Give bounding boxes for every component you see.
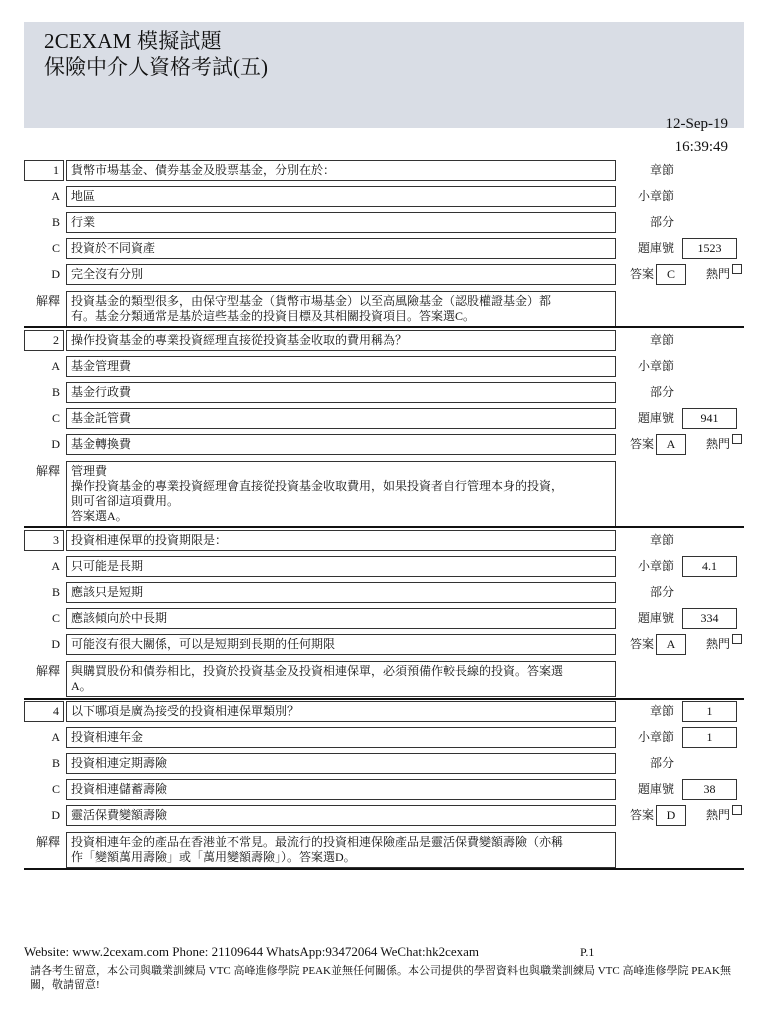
option-letter: B xyxy=(51,585,60,599)
bank-no-value: 1523 xyxy=(682,238,737,259)
bank-no-value: 941 xyxy=(682,408,737,429)
chapter-label: 章節 xyxy=(649,704,674,718)
question-number: 4 xyxy=(24,701,64,722)
hot-checkbox[interactable] xyxy=(732,264,742,274)
option-text: 只可能是長期 xyxy=(66,556,616,577)
hot-label: 熱門 xyxy=(705,267,730,281)
option-text: 投資於不同資產 xyxy=(66,238,616,259)
option-letter: C xyxy=(51,611,60,625)
option-letter: D xyxy=(51,267,60,281)
question-separator xyxy=(24,868,744,870)
option-letter: A xyxy=(51,730,60,744)
option-letter: C xyxy=(51,782,60,796)
hot-checkbox[interactable] xyxy=(732,805,742,815)
explanation-label: 解釋 xyxy=(35,294,60,308)
option-letter: C xyxy=(51,411,60,425)
option-text: 行業 xyxy=(66,212,616,233)
option-text: 基金託管費 xyxy=(66,408,616,429)
bank-no-label: 題庫號 xyxy=(637,411,674,425)
option-letter: D xyxy=(51,437,60,451)
explanation-text: 投資基金的類型很多，由保守型基金（貨幣市場基金）以至高風險基金（認股權證基金）都 有。基金分類通常是基於這些基金的投資目標及其相關投資項目。答案選C。 xyxy=(66,291,616,327)
chapter-label: 章節 xyxy=(649,163,674,177)
part-label: 部分 xyxy=(649,215,674,229)
explanation-text: 管理費 操作投資基金的專業投資經理會直接從投資基金收取費用，如果投資者自行管理本身的投資， 則可省卻這項費用。 答案選A。 xyxy=(66,461,616,527)
page-number: P.1 xyxy=(580,945,595,959)
bank-no-label: 題庫號 xyxy=(637,611,674,625)
option-text: 可能沒有很大關係，可以是短期到長期的任何期限 xyxy=(66,634,616,655)
option-text: 基金管理費 xyxy=(66,356,616,377)
question-number: 3 xyxy=(24,530,64,551)
option-text: 投資相連年金 xyxy=(66,727,616,748)
answer-value: D xyxy=(656,805,686,826)
part-label: 部分 xyxy=(649,756,674,770)
option-text: 靈活保費變額壽險 xyxy=(66,805,616,826)
option-text: 基金轉換費 xyxy=(66,434,616,455)
option-text: 地區 xyxy=(66,186,616,207)
answer-label: 答案 xyxy=(629,437,654,451)
answer-value: C xyxy=(656,264,686,285)
answer-label: 答案 xyxy=(629,808,654,822)
chapter-label: 章節 xyxy=(649,533,674,547)
question-separator xyxy=(24,326,744,328)
option-text: 投資相連定期壽險 xyxy=(66,753,616,774)
option-letter: B xyxy=(51,385,60,399)
option-letter: B xyxy=(51,756,60,770)
option-text: 應該傾向於中長期 xyxy=(66,608,616,629)
answer-label: 答案 xyxy=(629,637,654,651)
print-date: 12-Sep-19 xyxy=(665,116,728,132)
exam-subtitle: 保險中介人資格考試(五) xyxy=(44,55,268,79)
option-text: 完全沒有分別 xyxy=(66,264,616,285)
subchapter-label: 小章節 xyxy=(637,189,674,203)
question-text: 操作投資基金的專業投資經理直接從投資基金收取的費用稱為？ xyxy=(66,330,616,351)
question-text: 投資相連保單的投資期限是： xyxy=(66,530,616,551)
subchapter-value: 4.1 xyxy=(682,556,737,577)
explanation-text: 與購買股份和債券相比，投資於投資基金及投資相連保單，必須預備作較長線的投資。答案選 A。 xyxy=(66,661,616,697)
option-letter: D xyxy=(51,808,60,822)
explanation-label: 解釋 xyxy=(35,664,60,678)
part-label: 部分 xyxy=(649,385,674,399)
chapter-value: 1 xyxy=(682,701,737,722)
question-text: 以下哪項是廣為接受的投資相連保單類別？ xyxy=(66,701,616,722)
option-letter: A xyxy=(51,359,60,373)
hot-checkbox[interactable] xyxy=(732,434,742,444)
subchapter-label: 小章節 xyxy=(637,359,674,373)
footer-contact: Website: www.2cexam.com Phone: 21109644 WhatsApp:93472064 WeChat:hk2cexam xyxy=(24,944,479,959)
hot-label: 熱門 xyxy=(705,637,730,651)
footer-notice: 請各考生留意，本公司與職業訓練局 VTC 高峰進修學院 PEAK並無任何關係。本公司提供的學習資料也與職業訓練局 VTC 高峰進修學院 PEAK無關，敬請留意! xyxy=(30,965,731,991)
explanation-text: 投資相連年金的產品在香港並不常見。最流行的投資相連保險產品是靈活保費變額壽險（亦稱 作「變額萬用壽險」或「萬用變額壽險」）。答案選D。 xyxy=(66,832,616,868)
option-letter: C xyxy=(51,241,60,255)
question-text: 貨幣市場基金、債券基金及股票基金，分別在於： xyxy=(66,160,616,181)
subchapter-label: 小章節 xyxy=(637,559,674,573)
answer-value: A xyxy=(656,434,686,455)
hot-label: 熱門 xyxy=(705,437,730,451)
part-label: 部分 xyxy=(649,585,674,599)
print-time: 16:39:49 xyxy=(674,139,728,155)
option-letter: A xyxy=(51,189,60,203)
bank-no-label: 題庫號 xyxy=(637,241,674,255)
exam-title: 2CEXAM 模擬試題 xyxy=(44,29,222,53)
question-number: 1 xyxy=(24,160,64,181)
chapter-label: 章節 xyxy=(649,333,674,347)
answer-value: A xyxy=(656,634,686,655)
option-letter: B xyxy=(51,215,60,229)
hot-label: 熱門 xyxy=(705,808,730,822)
explanation-label: 解釋 xyxy=(35,835,60,849)
explanation-label: 解釋 xyxy=(35,464,60,478)
question-separator xyxy=(24,698,744,700)
bank-no-label: 題庫號 xyxy=(637,782,674,796)
question-number: 2 xyxy=(24,330,64,351)
option-text: 投資相連儲蓄壽險 xyxy=(66,779,616,800)
subchapter-value: 1 xyxy=(682,727,737,748)
hot-checkbox[interactable] xyxy=(732,634,742,644)
subchapter-label: 小章節 xyxy=(637,730,674,744)
option-text: 應該只是短期 xyxy=(66,582,616,603)
answer-label: 答案 xyxy=(629,267,654,281)
bank-no-value: 334 xyxy=(682,608,737,629)
option-text: 基金行政費 xyxy=(66,382,616,403)
option-letter: D xyxy=(51,637,60,651)
question-separator xyxy=(24,526,744,528)
option-letter: A xyxy=(51,559,60,573)
bank-no-value: 38 xyxy=(682,779,737,800)
